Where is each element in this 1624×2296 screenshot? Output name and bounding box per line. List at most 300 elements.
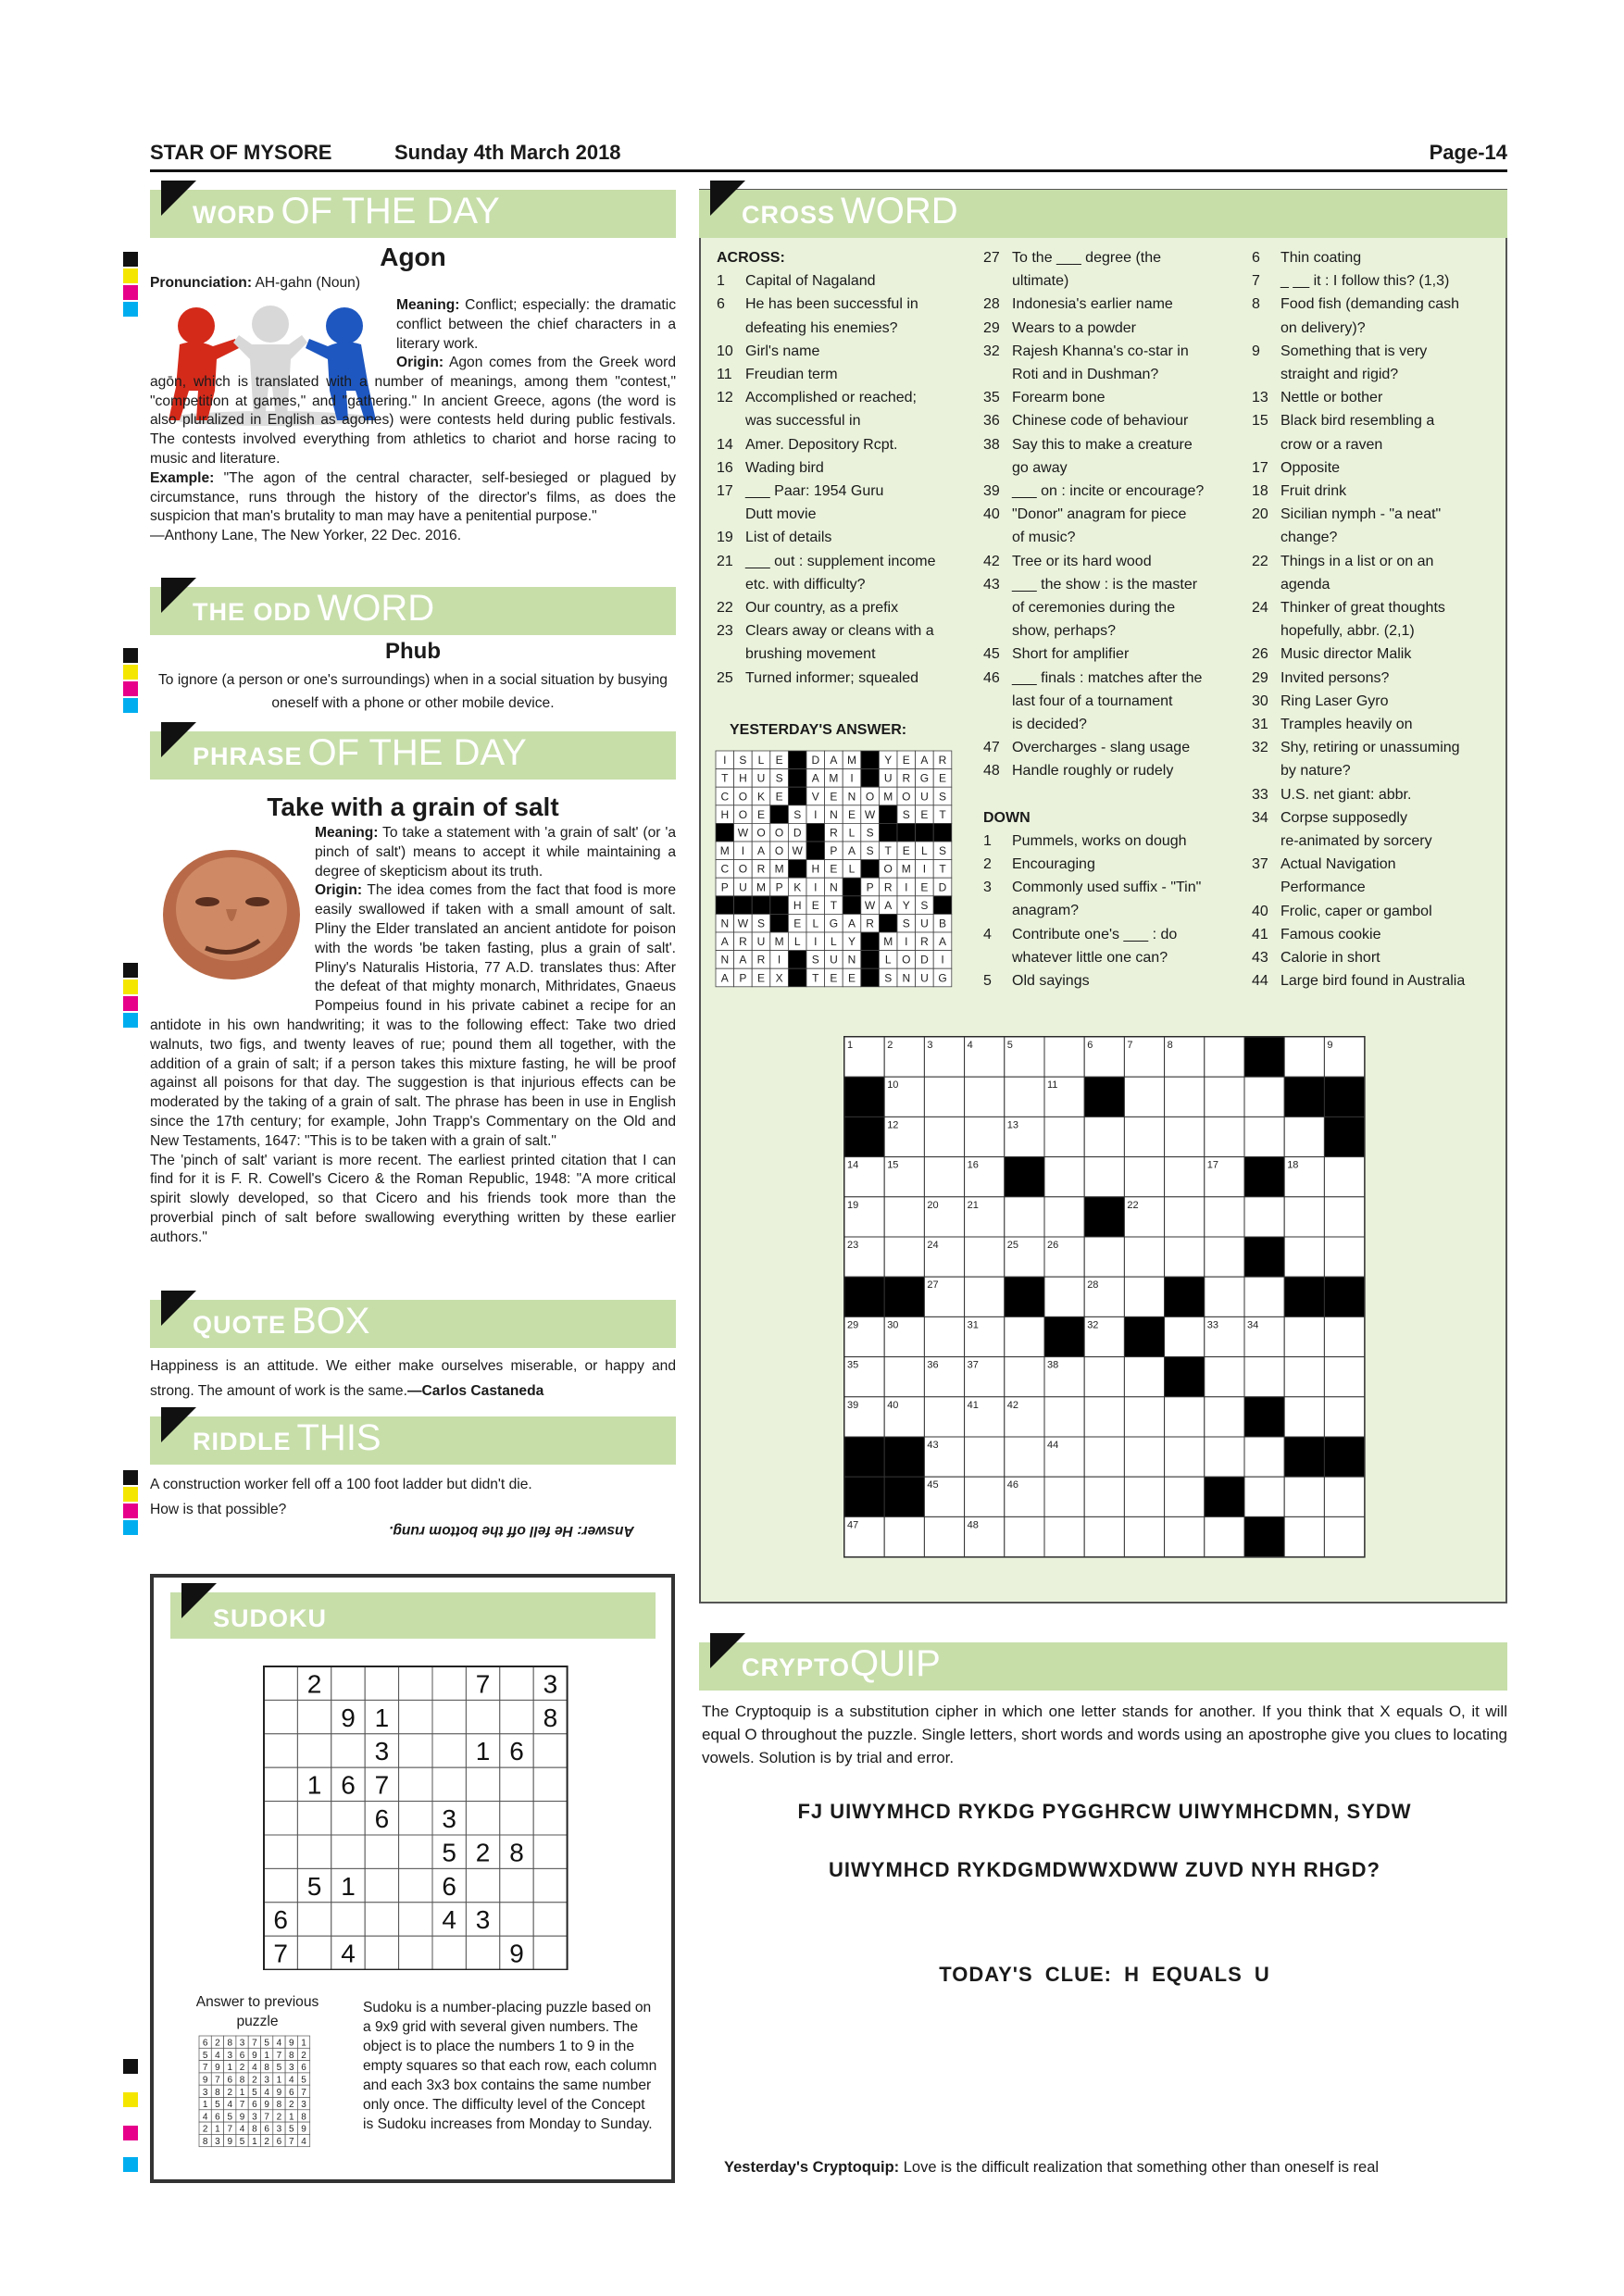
black-square <box>843 896 861 915</box>
answer-letter: A <box>847 917 856 930</box>
sudoku-cell[interactable] <box>297 1734 331 1767</box>
prev-digit: 1 <box>252 2137 257 2148</box>
clue-number: 47 <box>847 1519 859 1531</box>
clue-number: 26 <box>1047 1240 1059 1251</box>
odd-word-title: Phub <box>385 639 441 664</box>
clue-line: 8 Food fish (demanding cash <box>1252 296 1459 313</box>
sudoku-cell[interactable] <box>331 1802 365 1835</box>
crossword-cell[interactable] <box>924 1117 964 1156</box>
crossword-cell[interactable] <box>1005 1516 1044 1556</box>
word-origin: Origin: Agon comes from the Greek word agōn, which is translated with a number of meanings, among them "contest," "competition at games," and "gathering." In ancient Greece, agons (the word is also pluralized in English as agones) were contests held during public festivals. The contests involved everything from athletics to chariot and horse racing to music and literature. Example: "The agon of the central character, self-besieged or plagued by circumstance, runs through the history of the director's films, as does the suspicion that man's brutality to man may have a penitential purpose." —Anthony Lane, The New Yorker, 22 Dec. 2016. <box>150 355 676 544</box>
cryptoquip-line1: FJ UIWYMHCD RYKDG PYGGHRCW UIWYMHCDMN, SYDW <box>797 1800 1412 1823</box>
prev-digit: 9 <box>215 2063 220 2074</box>
sudoku-cell[interactable] <box>264 1700 297 1733</box>
clue-number: 35 <box>847 1359 859 1371</box>
crossword-cell[interactable] <box>965 1117 1005 1156</box>
phrase-band: PHRASE OF THE DAY <box>150 731 676 780</box>
answer-letter: T <box>884 844 892 858</box>
crossword-cell[interactable] <box>924 1316 964 1356</box>
prev-digit: 4 <box>264 2087 269 2098</box>
crossword-cell[interactable] <box>924 1516 964 1556</box>
sudoku-cell[interactable] <box>399 1666 432 1700</box>
sudoku-given: 9 <box>509 1939 524 1968</box>
prev-digit: 4 <box>215 2050 220 2061</box>
prev-digit: 9 <box>288 2038 294 2049</box>
crossword-cell[interactable] <box>1044 1397 1084 1437</box>
answer-letter: T <box>830 898 838 912</box>
answer-letter: W <box>792 844 803 858</box>
sudoku-cell[interactable] <box>399 1936 432 1969</box>
answer-letter: S <box>866 826 874 840</box>
answer-letter: N <box>830 880 838 894</box>
answer-letter: T <box>812 971 819 985</box>
crossword-cell[interactable] <box>1165 1316 1205 1356</box>
sudoku-given: 1 <box>475 1737 491 1766</box>
sudoku-given: 3 <box>374 1737 390 1766</box>
sudoku-cell[interactable] <box>365 1936 398 1969</box>
crossword-cell[interactable] <box>1165 1077 1205 1117</box>
crossword-cell[interactable] <box>1324 1157 1364 1197</box>
crossword-cell[interactable] <box>884 1357 924 1397</box>
clue-line: 36 Chinese code of behaviour <box>983 413 1189 430</box>
answer-letter: H <box>793 898 802 912</box>
crossword-cell[interactable] <box>1205 1077 1244 1117</box>
crossword-cell[interactable] <box>1124 1437 1164 1477</box>
clue-line: 22 Things in a list or on an <box>1252 553 1434 569</box>
crossword-cell[interactable] <box>1044 1117 1084 1156</box>
prev-digit: 1 <box>215 2124 220 2135</box>
word-pronunciation: Pronunciation: AH-gahn (Noun) <box>150 275 361 291</box>
crossword-cell[interactable] <box>1165 1437 1205 1477</box>
answer-letter: T <box>939 807 946 821</box>
prev-digit: 5 <box>252 2087 257 2098</box>
sudoku-cell[interactable] <box>432 1734 466 1767</box>
register-mark <box>123 2059 138 2074</box>
prev-digit: 7 <box>276 2050 282 2061</box>
sudoku-cell[interactable] <box>297 1835 331 1868</box>
sudoku-cell[interactable] <box>264 1868 297 1902</box>
register-mark <box>123 681 138 696</box>
crossword-cell[interactable] <box>1084 1437 1124 1477</box>
sudoku-cell[interactable] <box>365 1666 398 1700</box>
crossword-cell[interactable] <box>1284 1117 1324 1156</box>
answer-letter: C <box>720 862 730 876</box>
answer-letter: A <box>756 844 766 858</box>
answer-letter: I <box>850 771 854 785</box>
crossword-cell[interactable] <box>1205 1516 1244 1556</box>
crossword-cell[interactable] <box>1044 1157 1084 1197</box>
riddle-question: A construction worker fell off a 100 foot ladder but didn't die. How is that possible? <box>150 1477 532 1517</box>
crossword-cell[interactable] <box>1084 1397 1124 1437</box>
black-square <box>1284 1277 1324 1316</box>
black-square <box>861 932 880 951</box>
crossword-cell[interactable] <box>1205 1237 1244 1277</box>
odd-word-definition: To ignore (a person or one's surroundings) when in a social situation by busying oneself with a phone or other mobile device. <box>158 672 668 711</box>
sudoku-cell[interactable] <box>432 1700 466 1733</box>
sudoku-given: 7 <box>475 1669 491 1699</box>
prev-digit: 7 <box>288 2137 294 2148</box>
sudoku-cell[interactable] <box>533 1903 567 1936</box>
crossword-cell[interactable] <box>1244 1357 1284 1397</box>
sudoku-cell[interactable] <box>365 1868 398 1902</box>
crossword-cell[interactable] <box>1165 1516 1205 1556</box>
clue-line: 1 Capital of Nagaland <box>717 273 876 290</box>
sudoku-cell[interactable] <box>399 1903 432 1936</box>
crossword-cell[interactable] <box>1044 1516 1084 1556</box>
sudoku-cell[interactable] <box>264 1835 297 1868</box>
prev-digit: 9 <box>276 2087 282 2098</box>
crossword-cell[interactable] <box>1205 1357 1244 1397</box>
clue-number: 10 <box>887 1079 899 1092</box>
sudoku-description: Sudoku is a number-placing puzzle based on a 9x9 grid with several given numbers. The object is to place the numbers 1 to 9 in the empty squares so that each row, each column and each 3x3 box contains the same number only once. The difficulty level of the Concept is Sudoku increases from Monday to Sunday. <box>363 2000 657 2132</box>
black-square <box>843 878 861 896</box>
prev-digit: 5 <box>301 2075 306 2086</box>
answer-letter: S <box>793 807 802 821</box>
crossword-cell[interactable] <box>1165 1397 1205 1437</box>
clue-line: 1 Pummels, works on dough <box>983 832 1187 849</box>
sudoku-cell[interactable] <box>264 1802 297 1835</box>
sudoku-cell[interactable] <box>500 1868 533 1902</box>
sudoku-cell[interactable] <box>264 1767 297 1801</box>
clue-line: 24 Thinker of great thoughts <box>1252 600 1445 617</box>
prev-digit: 9 <box>227 2137 233 2148</box>
answer-letter: O <box>902 790 911 804</box>
crossword-cell[interactable] <box>1124 1237 1164 1277</box>
clue-line: 12 Accomplished or reached; <box>717 390 917 406</box>
sudoku-given: 8 <box>509 1838 524 1867</box>
odd-word-band: THE ODD WORD <box>150 587 676 635</box>
crossword-cell[interactable] <box>1284 1316 1324 1356</box>
sudoku-cell[interactable] <box>331 1835 365 1868</box>
crossword-cell[interactable] <box>1284 1237 1324 1277</box>
crossword-cell[interactable] <box>1165 1477 1205 1516</box>
crossword-cell[interactable] <box>1005 1437 1044 1477</box>
sudoku-cell[interactable] <box>264 1666 297 1700</box>
page-number: Page-14 <box>1429 141 1507 164</box>
crossword-cell[interactable] <box>1284 1477 1324 1516</box>
sudoku-given: 2 <box>306 1669 322 1699</box>
crossword-cell[interactable] <box>884 1516 924 1556</box>
crossword-cell[interactable] <box>884 1237 924 1277</box>
quote-band: QUOTE BOX <box>150 1300 676 1348</box>
crossword-cell[interactable] <box>1205 1437 1244 1477</box>
answer-letter: L <box>831 935 837 949</box>
sudoku-cell[interactable] <box>533 1734 567 1767</box>
answer-letter: H <box>811 862 820 876</box>
answer-letter: O <box>738 862 748 876</box>
crossword-cell[interactable] <box>1084 1477 1124 1516</box>
black-square <box>734 896 753 915</box>
answer-letter: U <box>756 935 766 949</box>
clue-line: 29 Invited persons? <box>1252 669 1390 686</box>
crossword-cell[interactable] <box>965 1237 1005 1277</box>
answer-letter: N <box>720 953 730 967</box>
prev-digit: 9 <box>252 2050 257 2061</box>
sudoku-cell[interactable] <box>297 1936 331 1969</box>
clue-line: 42 Tree or its hard wood <box>983 553 1152 569</box>
black-square <box>788 787 806 805</box>
clue-number: 39 <box>847 1399 859 1411</box>
sudoku-cell[interactable] <box>399 1734 432 1767</box>
sudoku-given: 3 <box>442 1803 456 1833</box>
answer-letter: R <box>938 754 947 767</box>
clue-number: 22 <box>1127 1199 1139 1211</box>
clue-line: anagram? <box>1012 903 1080 919</box>
sudoku-cell[interactable] <box>466 1802 499 1835</box>
clue-line: 4 Contribute one's ___ : do <box>983 926 1178 942</box>
black-square <box>1244 1397 1284 1437</box>
crossword-cell[interactable] <box>1284 1357 1324 1397</box>
clue-number: 16 <box>967 1159 979 1171</box>
crossword-cell[interactable] <box>965 1077 1005 1117</box>
crossword-grid[interactable] <box>843 1035 1370 1559</box>
crossword-cell[interactable] <box>1005 1197 1044 1237</box>
sudoku-given: 4 <box>442 1905 456 1935</box>
prev-digit: 2 <box>288 2100 294 2111</box>
crossword-cell[interactable] <box>924 1157 964 1197</box>
crossword-cell[interactable] <box>1165 1237 1205 1277</box>
crossword-cell[interactable] <box>1284 1397 1324 1437</box>
crossword-cell[interactable] <box>1284 1037 1324 1077</box>
black-square <box>916 823 934 842</box>
clue-number: 40 <box>887 1399 899 1411</box>
crossword-cell[interactable] <box>1324 1477 1364 1516</box>
crossword-cell[interactable] <box>924 1397 964 1437</box>
black-square <box>1244 1516 1284 1556</box>
clue-number: 7 <box>1127 1040 1133 1051</box>
crossword-cell[interactable] <box>1124 1477 1164 1516</box>
crossword-cell[interactable] <box>1244 1437 1284 1477</box>
crossword-cell[interactable] <box>924 1077 964 1117</box>
prev-digit: 1 <box>227 2063 233 2074</box>
sudoku-cell[interactable] <box>466 1700 499 1733</box>
crossword-cell[interactable] <box>1205 1117 1244 1156</box>
answer-letter: G <box>829 917 839 930</box>
crossword-cell[interactable] <box>1165 1157 1205 1197</box>
crossword-cell[interactable] <box>884 1197 924 1237</box>
crossword-cell[interactable] <box>1124 1157 1164 1197</box>
crossword-cell[interactable] <box>1205 1197 1244 1237</box>
crossword-cell[interactable] <box>1084 1117 1124 1156</box>
sudoku-given: 7 <box>374 1770 390 1800</box>
black-square <box>806 823 825 842</box>
sudoku-grid[interactable] <box>262 1665 571 1970</box>
crossword-cell[interactable] <box>1324 1397 1364 1437</box>
crossword-cell[interactable] <box>1324 1316 1364 1356</box>
sudoku-cell[interactable] <box>533 1802 567 1835</box>
prev-digit: 6 <box>239 2050 245 2061</box>
clue-number: 9 <box>1327 1040 1333 1051</box>
prev-digit: 1 <box>202 2100 208 2111</box>
crossword-cell[interactable] <box>1324 1237 1364 1277</box>
answer-letter: D <box>793 826 802 840</box>
answer-letter: R <box>756 862 766 876</box>
sudoku-cell[interactable] <box>533 1936 567 1969</box>
clue-line: 27 To the ___ degree (the <box>983 250 1162 266</box>
answer-letter: S <box>775 771 783 785</box>
crossword-cell[interactable] <box>1005 1077 1044 1117</box>
answer-letter: Y <box>847 935 856 949</box>
sudoku-cell[interactable] <box>533 1767 567 1801</box>
answer-letter: E <box>920 807 929 821</box>
crossword-cell[interactable] <box>1044 1277 1084 1316</box>
crossword-cell[interactable] <box>1084 1357 1124 1397</box>
sudoku-cell[interactable] <box>365 1835 398 1868</box>
answer-letter: I <box>922 862 927 876</box>
sudoku-cell[interactable] <box>331 1666 365 1700</box>
sudoku-cell[interactable] <box>500 1700 533 1733</box>
sudoku-cell[interactable] <box>466 1868 499 1902</box>
answer-letter: N <box>847 790 856 804</box>
clue-line: etc. with difficulty? <box>745 576 866 593</box>
crossword-cell[interactable] <box>965 1477 1005 1516</box>
answer-letter: A <box>720 971 729 985</box>
sudoku-cell[interactable] <box>365 1903 398 1936</box>
clue-number: 41 <box>967 1399 979 1411</box>
prev-digit: 5 <box>276 2063 282 2074</box>
crossword-cell[interactable] <box>1124 1397 1164 1437</box>
clue-line: last four of a tournament <box>1012 693 1173 709</box>
crossword-cell[interactable] <box>1005 1316 1044 1356</box>
sudoku-cell[interactable] <box>432 1936 466 1969</box>
crossword-cell[interactable] <box>1324 1197 1364 1237</box>
answer-letter: S <box>920 898 929 912</box>
answer-letter: E <box>830 790 838 804</box>
crossword-cell[interactable] <box>1205 1397 1244 1437</box>
clue-number: 37 <box>967 1359 979 1371</box>
crossword-cell[interactable] <box>1005 1357 1044 1397</box>
answer-letter: R <box>739 935 747 949</box>
crossword-cell[interactable] <box>1124 1117 1164 1156</box>
sudoku-cell[interactable] <box>297 1903 331 1936</box>
answer-letter: L <box>921 844 928 858</box>
clue-line: 6 Thin coating <box>1252 250 1362 266</box>
crossword-cell[interactable] <box>1205 1277 1244 1316</box>
answer-letter: I <box>814 880 818 894</box>
clue-line: 43 Calorie in short <box>1252 950 1380 967</box>
crossword-cell[interactable] <box>1044 1477 1084 1516</box>
crossword-cell[interactable] <box>1244 1077 1284 1117</box>
answer-letter: U <box>830 953 838 967</box>
sudoku-cell[interactable] <box>399 1767 432 1801</box>
crossword-cell[interactable] <box>1084 1516 1124 1556</box>
clue-number: 34 <box>1247 1319 1259 1331</box>
prev-digit: 5 <box>264 2038 269 2049</box>
crossword-cell[interactable] <box>1284 1516 1324 1556</box>
crossword-cell[interactable] <box>1244 1197 1284 1237</box>
clue-line: 11 Freudian term <box>717 367 838 383</box>
sudoku-cell[interactable] <box>466 1767 499 1801</box>
clue-line: 46 ___ finals : matches after the <box>983 669 1203 686</box>
answer-letter: L <box>757 754 765 767</box>
riddle-answer-upside-down: Answer: He fell off the bottom rung. <box>389 1523 634 1539</box>
sudoku-cell[interactable] <box>533 1868 567 1902</box>
sudoku-cell[interactable] <box>297 1802 331 1835</box>
crossword-cell[interactable] <box>965 1437 1005 1477</box>
sudoku-cell[interactable] <box>297 1700 331 1733</box>
black-square <box>844 1077 884 1117</box>
crossword-cell[interactable] <box>1244 1117 1284 1156</box>
sudoku-cell[interactable] <box>264 1734 297 1767</box>
answer-letter: O <box>902 953 911 967</box>
crossword-cell[interactable] <box>1324 1357 1364 1397</box>
crossword-cell[interactable] <box>965 1277 1005 1316</box>
answer-letter: O <box>738 807 748 821</box>
answer-letter: D <box>920 953 929 967</box>
crossword-cell[interactable] <box>1124 1277 1164 1316</box>
crossword-cell[interactable] <box>1165 1197 1205 1237</box>
clue-line: 15 Black bird resembling a <box>1252 413 1435 430</box>
crossword-cell[interactable] <box>1124 1516 1164 1556</box>
crossword-cell[interactable] <box>1205 1037 1244 1077</box>
sudoku-cell[interactable] <box>500 1767 533 1801</box>
answer-letter: E <box>830 971 838 985</box>
sudoku-cell[interactable] <box>399 1700 432 1733</box>
crossword-cell[interactable] <box>1124 1077 1164 1117</box>
sudoku-cell[interactable] <box>399 1802 432 1835</box>
black-square <box>897 823 916 842</box>
cryptoquip-band: CRYPTOQUIP <box>699 1642 1507 1691</box>
sudoku-cell[interactable] <box>533 1835 567 1868</box>
answer-letter: W <box>864 898 876 912</box>
crossword-cell[interactable] <box>1044 1037 1084 1077</box>
clue-line: 14 Amer. Depository Rcpt. <box>717 436 898 453</box>
sudoku-cell[interactable] <box>432 1767 466 1801</box>
crossword-cell[interactable] <box>1324 1516 1364 1556</box>
prev-digit: 2 <box>202 2124 208 2135</box>
sudoku-cell[interactable] <box>432 1666 466 1700</box>
sudoku-cell[interactable] <box>466 1936 499 1969</box>
answer-letter: A <box>811 771 819 785</box>
crossword-cell[interactable] <box>1084 1237 1124 1277</box>
sudoku-cell[interactable] <box>500 1666 533 1700</box>
black-square <box>884 1277 924 1316</box>
prev-digit: 2 <box>252 2075 257 2086</box>
crossword-cell[interactable] <box>1244 1277 1284 1316</box>
crossword-cell[interactable] <box>1084 1157 1124 1197</box>
crossword-cell[interactable] <box>1124 1357 1164 1397</box>
sudoku-cell[interactable] <box>399 1868 432 1902</box>
clue-line: by nature? <box>1280 763 1351 780</box>
black-square <box>770 805 789 824</box>
crossword-cell[interactable] <box>1165 1117 1205 1156</box>
crossword-cell[interactable] <box>1284 1197 1324 1237</box>
sudoku-cell[interactable] <box>500 1903 533 1936</box>
answer-letter: E <box>775 754 783 767</box>
crossword-cell[interactable] <box>1044 1197 1084 1237</box>
sudoku-cell[interactable] <box>331 1903 365 1936</box>
black-square <box>844 1437 884 1477</box>
sudoku-given: 6 <box>442 1871 456 1901</box>
answer-letter: L <box>793 935 801 949</box>
sudoku-cell[interactable] <box>399 1835 432 1868</box>
sudoku-cell[interactable] <box>331 1734 365 1767</box>
register-mark <box>123 285 138 300</box>
answer-letter: P <box>866 880 874 894</box>
clue-line: crow or a raven <box>1280 436 1383 453</box>
black-square <box>1124 1316 1164 1356</box>
answer-letter: U <box>756 771 766 785</box>
sudoku-given: 6 <box>341 1770 356 1800</box>
clue-line: 17 Opposite <box>1252 459 1341 476</box>
crossword-cell[interactable] <box>1244 1477 1284 1516</box>
prev-digit: 8 <box>239 2075 245 2086</box>
answer-letter: R <box>756 953 766 967</box>
prev-digit: 4 <box>252 2063 257 2074</box>
sudoku-cell[interactable] <box>500 1802 533 1835</box>
answer-letter: N <box>720 917 730 930</box>
answer-letter: L <box>848 826 856 840</box>
